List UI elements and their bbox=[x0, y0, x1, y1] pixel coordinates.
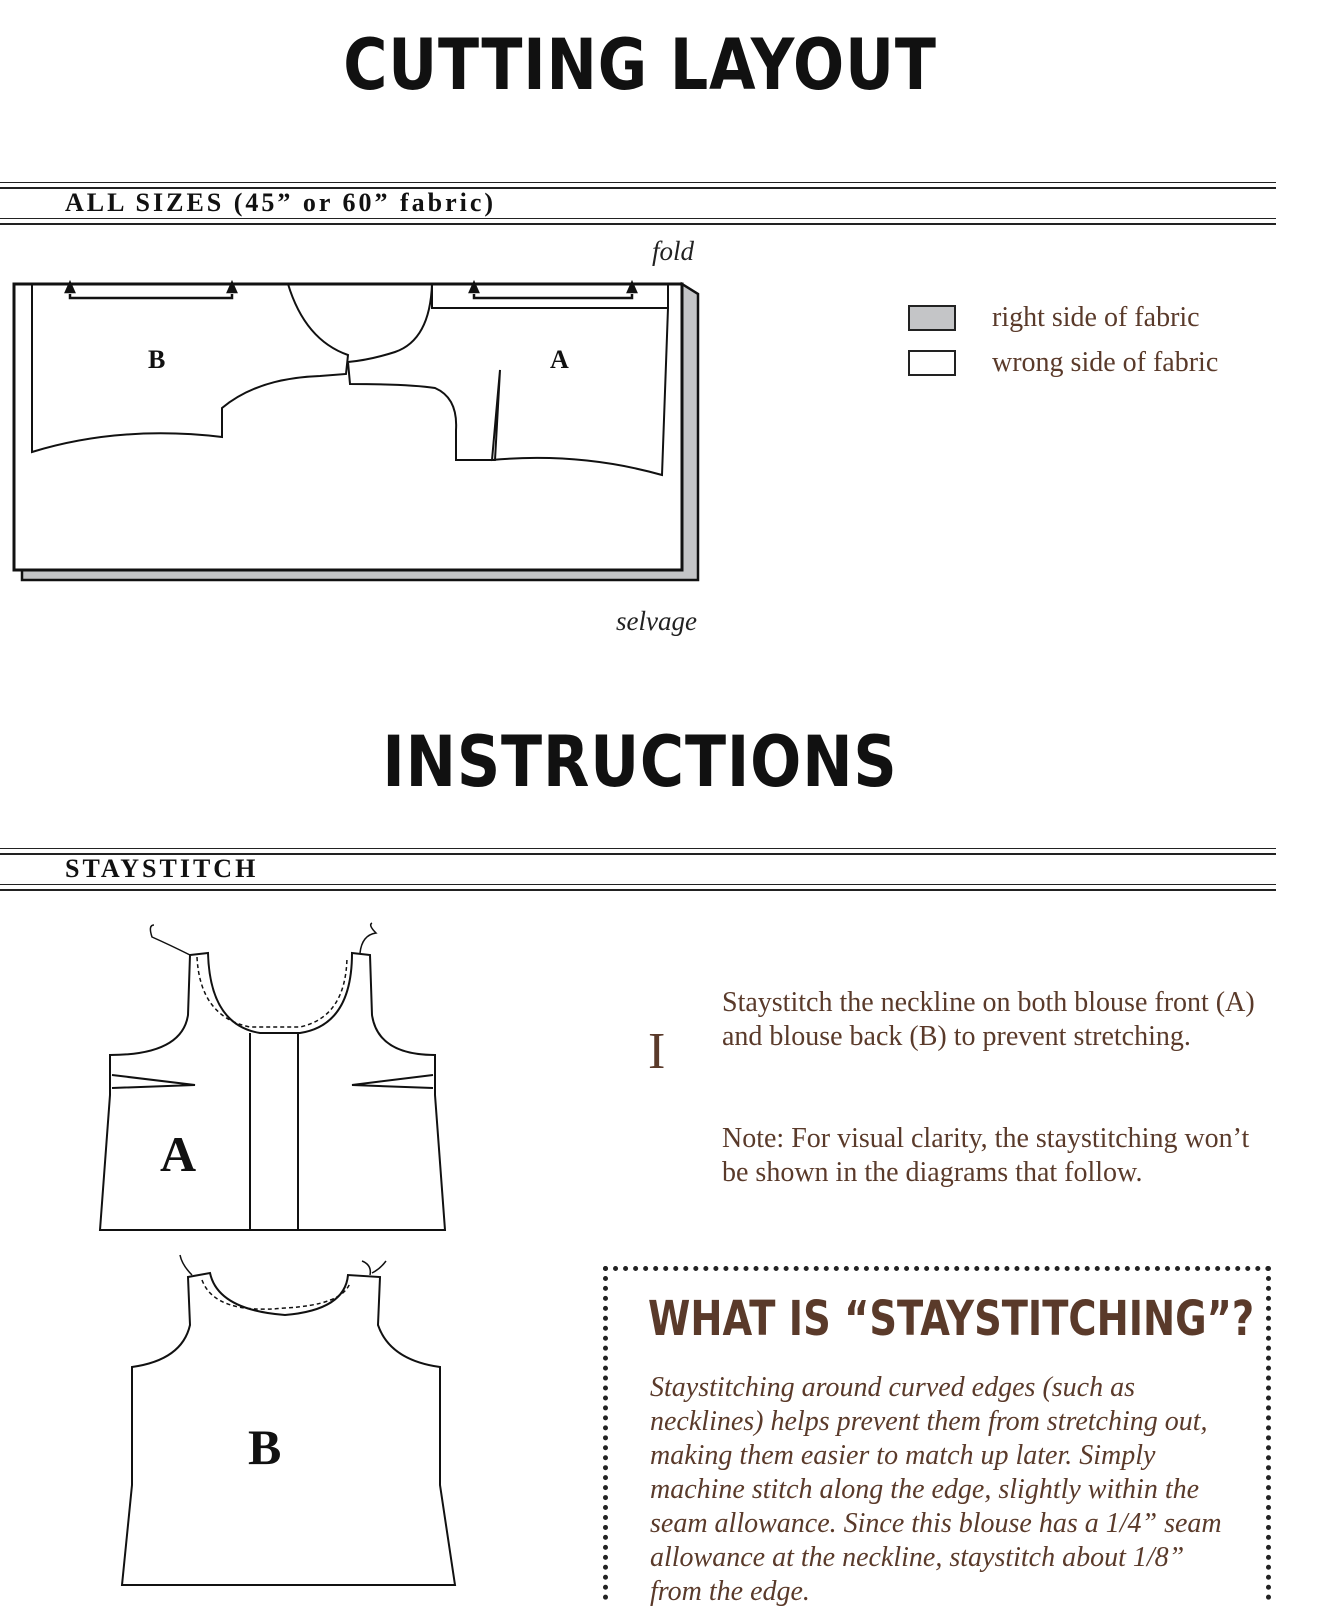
diagram-front-label: A bbox=[160, 1126, 197, 1182]
note-text: Note: For visual clarity, the staystitching won’t be shown in the diagrams that follow. bbox=[722, 1123, 1250, 1188]
instructions-title: INSTRUCTIONS bbox=[382, 721, 898, 803]
callout-body: Staystitching around curved edges (such as necklines) helps prevent them from stretching out, making them easier to match up later. Simply machine stitch along the edge, slightly within the seam allowance. Since this blouse has a 1/4” seam allowance at the neckline, staystitch about 1/8” from the edge. bbox=[650, 1372, 1222, 1607]
section-rule bbox=[0, 223, 1276, 225]
cutting-section-title: ALL SIZES (45” or 60” fabric) bbox=[65, 188, 497, 217]
legend-label: wrong side of fabric bbox=[992, 347, 1219, 378]
step-text: Staystitch the neckline on both blouse front (A) and blouse back (B) to prevent stretching. bbox=[722, 987, 1255, 1052]
legend-right-side bbox=[908, 302, 1200, 334]
swatch-gray bbox=[908, 305, 956, 331]
fold-label: fold bbox=[652, 236, 695, 266]
thread-tail bbox=[180, 1255, 386, 1275]
thread-tail bbox=[150, 923, 376, 955]
step-number: I bbox=[648, 1023, 666, 1080]
swatch-white bbox=[908, 350, 956, 376]
section-rule bbox=[0, 848, 1276, 849]
cutting-layout-diagram bbox=[10, 280, 710, 600]
blouse-front-outline bbox=[100, 953, 445, 1230]
legend-wrong-side bbox=[908, 347, 1218, 379]
blouse-back-outline bbox=[122, 1273, 455, 1585]
cutting-layout-title: CUTTING LAYOUT bbox=[343, 24, 937, 106]
section-rule bbox=[0, 889, 1276, 891]
staystitch-section-title: STAYSTITCH bbox=[65, 854, 259, 883]
staystitching-callout bbox=[603, 1266, 1271, 1607]
section-rule bbox=[0, 182, 1276, 183]
diagram-back-label: B bbox=[248, 1419, 282, 1475]
piece-a-label: A bbox=[550, 345, 569, 374]
piece-b-label: B bbox=[148, 345, 166, 374]
blouse-front-diagram bbox=[90, 925, 470, 1255]
legend-label: right side of fabric bbox=[992, 302, 1200, 333]
section-rule bbox=[0, 218, 1276, 219]
selvage-label: selvage bbox=[616, 606, 697, 636]
section-rule bbox=[0, 884, 1276, 885]
fabric-top-layer bbox=[14, 284, 682, 570]
callout-title: WHAT IS “STAYSTITCHING”? bbox=[648, 1291, 1255, 1347]
blouse-back-diagram bbox=[110, 1255, 490, 1585]
